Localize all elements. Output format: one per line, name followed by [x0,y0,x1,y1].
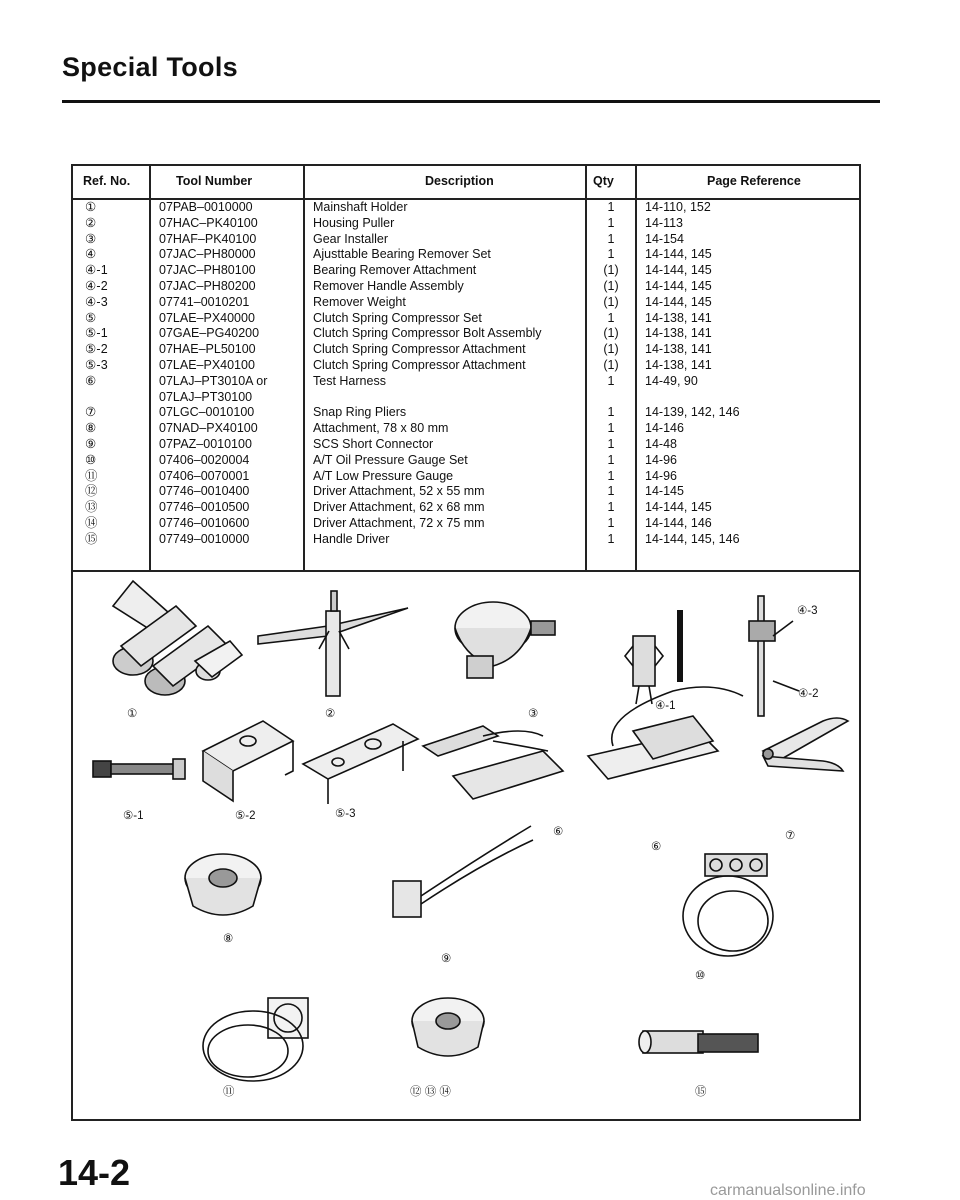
description-cell: Clutch Spring Compressor Bolt Assembly [313,326,542,341]
tool-illustrations [73,166,859,1119]
description-cell: Housing Puller [313,215,395,230]
ref-no-cell: ⑪ [85,468,98,483]
header-page-reference: Page Reference [707,174,801,188]
ref-no-cell: ③ [85,231,97,246]
qty-cell: (1) [603,342,619,357]
description-cell: A/T Low Pressure Gauge [313,468,454,483]
ref-no-cell: ② [85,215,97,230]
page-reference-cell: 14-96 [645,468,677,483]
driver-attachments-drawing [412,998,484,1056]
description-cell: Driver Attachment, 72 x 75 mm [313,515,485,530]
description-cell: Driver Attachment, 62 x 68 mm [313,500,485,515]
qty-cell: 1 [607,247,615,262]
page-reference-cell: 14-138, 141 [645,357,712,372]
tool-number-cell: 07LAE–PX40000 [159,310,255,325]
tool-number-cell: 07741–0010201 [159,294,250,309]
low-pressure-gauge-drawing [203,998,308,1081]
page-reference-cell: 14-146 [645,421,684,436]
qty-cell: 1 [607,484,615,499]
page-reference-cell: 14-138, 141 [645,342,712,357]
description-cell: Clutch Spring Compressor Attachment [313,342,526,357]
page-reference-cell: 14-113 [645,215,683,230]
figure-label: ⑪ [223,1086,235,1098]
figure-label: ⑤-1 [123,810,144,822]
qty-cell: 1 [607,500,615,515]
tool-number-cell: 07HAC–PK40100 [159,215,258,230]
tool-number-cell: 07406–0020004 [159,452,250,467]
figure-label: ⑮ [695,1086,707,1098]
page-reference-cell: 14-154 [645,231,684,246]
ref-no-cell: ⑬ [85,500,98,515]
ref-no-cell: ⑭ [85,515,98,530]
tool-number-cell: 07JAC–PH80000 [159,247,256,262]
page-reference-cell: 14-138, 141 [645,310,712,325]
description-cell: Ajusttable Bearing Remover Set [313,247,491,262]
page-reference-cell: 14-144, 145 [645,294,712,309]
test-harness-drawing [423,687,743,799]
oil-pressure-gauge-set-drawing [683,854,773,956]
tool-number-cell: 07HAF–PK40100 [159,231,257,246]
description-cell: A/T Oil Pressure Gauge Set [313,452,468,467]
page-reference-cell: 14-144, 146 [645,515,712,530]
page-reference-cell: 14-144, 145 [645,278,712,293]
qty-cell: (1) [603,326,619,341]
header-ref-no: Ref. No. [83,174,131,188]
compressor-bolt-assembly-drawing [93,759,185,779]
tool-number-cell: 07746–0010600 [159,515,250,530]
compressor-attachment-2-drawing [203,721,293,801]
tool-number-cell: 07GAE–PG40200 [159,326,260,341]
header-tool-number: Tool Number [176,174,253,188]
mainshaft-holder-drawing [113,581,242,695]
figure-label: ⑤-3 [335,808,356,820]
page-reference-cell: 14-144, 145 [645,500,712,515]
description-cell: Driver Attachment, 52 x 55 mm [313,484,485,499]
page-reference-cell: 14-138, 141 [645,326,712,341]
description-cell: Remover Weight [313,294,406,309]
qty-cell: 1 [607,373,615,388]
qty-cell: (1) [603,294,619,309]
qty-cell: 1 [607,200,615,214]
tool-number-cell: 07LAJ–PT3010A or [159,373,268,388]
page-reference-cell: 14-139, 142, 146 [645,405,740,420]
figure-label: ⑩ [695,970,706,982]
page-reference-cell: 14-145 [645,484,684,499]
page-reference-cell: 14-144, 145 [645,263,712,278]
tool-number-cell: 07JAC–PH80100 [159,263,256,278]
ref-no-cell: ⑥ [85,373,97,388]
description-cell: Snap Ring Pliers [313,405,407,420]
qty-cell: (1) [603,357,619,372]
figure-label: ⑨ [441,953,452,965]
page-reference-cell: 14-96 [645,452,677,467]
description-cell: Mainshaft Holder [313,200,408,214]
qty-cell: 1 [607,215,615,230]
margin-bar [677,610,683,682]
figure-label: ⑥ [553,826,564,838]
qty-cell: 1 [607,231,615,246]
page-title: Special Tools [62,52,238,82]
figure-label: ② [325,708,336,720]
page-reference-cell: 14-110, 152 [645,200,711,214]
tool-number-cell: 07PAB–0010000 [159,200,253,214]
tool-number-cell: 07LGC–0010100 [159,405,255,420]
ref-no-cell: ④-3 [85,294,108,309]
tool-number-cell: 07JAC–PH80200 [159,278,256,293]
qty-cell: (1) [603,263,619,278]
tool-number-cell: 07746–0010500 [159,500,250,515]
gear-installer-drawing [455,602,555,678]
qty-cell: 1 [607,515,615,530]
tool-number-cell: 07LAJ–PT30100 [159,389,253,404]
tool-number-cell: 07HAE–PL50100 [159,342,256,357]
handle-driver-drawing [639,1031,758,1053]
ref-no-cell: ④-2 [85,278,108,293]
compressor-attachment-3-drawing [303,724,418,804]
title-rule [62,100,880,103]
tool-number-cell: 07NAD–PX40100 [159,421,258,436]
figure-label: ④-1 [655,700,676,712]
ref-no-cell: ④-1 [85,263,108,278]
qty-cell: (1) [603,278,619,293]
ref-no-cell: ⑤-1 [85,326,108,341]
header-qty: Qty [593,174,614,188]
ref-no-cell: ⑧ [85,421,97,436]
page-reference-cell: 14-49, 90 [645,373,698,388]
ref-no-cell: ⑨ [85,436,97,451]
figure-label: ① [127,708,138,720]
ref-no-cell: ⑤ [85,310,97,325]
ref-no-cell: ⑩ [85,452,97,467]
qty-cell: 1 [607,421,615,436]
qty-cell: 1 [607,436,615,451]
figure-label: ⑦ [785,830,796,842]
tool-number-cell: 07PAZ–0010100 [159,436,252,451]
description-cell: Gear Installer [313,231,389,246]
attachment-78x80-drawing [185,854,261,915]
description-cell: Clutch Spring Compressor Attachment [313,357,526,372]
watermark: carmanualsonline.info [710,1182,866,1199]
figure-label: ④-3 [797,605,818,617]
header-description: Description [425,174,494,188]
qty-cell: 1 [607,310,615,325]
qty-cell: 1 [607,405,615,420]
scs-short-connector-drawing [393,826,533,917]
snap-ring-pliers-drawing [763,718,848,771]
ref-no-cell: ⑤-2 [85,342,108,357]
description-cell: Test Harness [313,373,386,388]
page-number: 14-2 [58,1152,131,1193]
ref-no-cell: ⑮ [85,531,98,546]
ref-no-cell: ⑤-3 [85,357,108,372]
ref-no-cell: ⑦ [85,405,97,420]
description-cell: Clutch Spring Compressor Set [313,310,482,325]
description-cell: SCS Short Connector [313,436,434,451]
tool-number-cell: 07749–0010000 [159,531,250,546]
page-reference-cell: 14-144, 145, 146 [645,531,740,546]
qty-cell: 1 [607,468,615,483]
description-cell: Bearing Remover Attachment [313,263,477,278]
description-cell: Handle Driver [313,531,390,546]
figure-label: ③ [528,708,539,720]
special-tools-table [71,164,861,1121]
housing-puller-drawing [258,591,408,696]
page-reference-cell: 14-48 [645,436,677,451]
ref-no-cell: ⑫ [85,484,98,499]
figure-label: ⑫ ⑬ ⑭ [410,1086,451,1098]
page-reference-cell: 14-144, 145 [645,247,712,262]
tool-number-cell: 07406–0070001 [159,468,250,483]
qty-cell: 1 [607,531,615,546]
ref-no-cell: ① [85,200,97,214]
qty-cell: 1 [607,452,615,467]
figure-label: ⑥ [651,841,662,853]
ref-no-cell: ④ [85,247,97,262]
description-cell: Remover Handle Assembly [313,278,464,293]
description-cell: Attachment, 78 x 80 mm [313,421,449,436]
figure-label: ④-2 [798,688,819,700]
bearing-remover-attachment-drawing [625,636,663,704]
tool-number-cell: 07LAE–PX40100 [159,357,255,372]
figure-label: ⑧ [223,933,234,945]
figure-label: ⑤-2 [235,810,256,822]
remover-handle-weight-drawing [749,596,799,716]
tool-number-cell: 07746–0010400 [159,484,250,499]
